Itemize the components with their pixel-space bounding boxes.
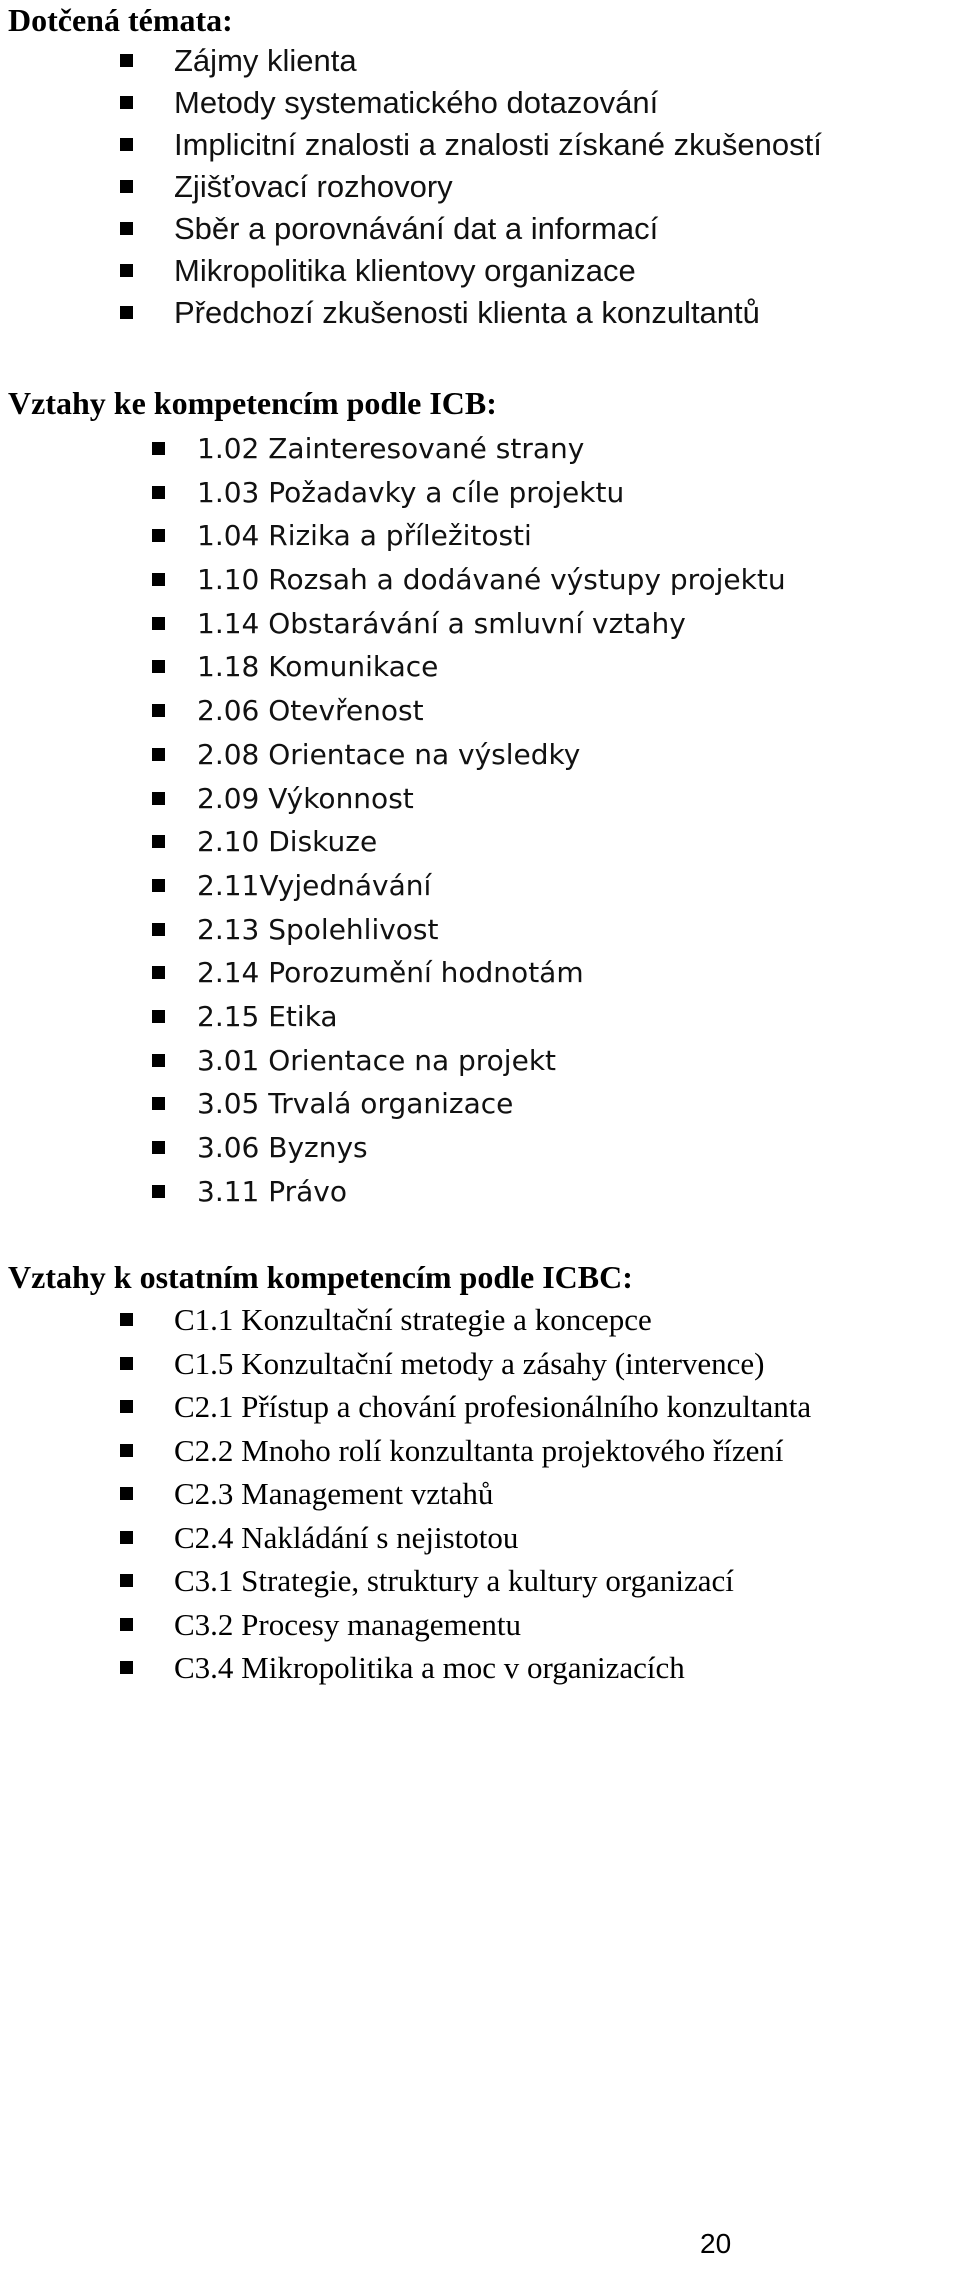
square-bullet-icon [120,1400,133,1413]
square-bullet-icon [120,54,133,67]
list-item-text: C3.2 Procesy managementu [174,1606,521,1642]
section-heading-icb: Vztahy ke kompetencím podle ICB: [8,385,497,421]
list-item-text: C2.4 Nakládání s nejistotou [174,1519,519,1555]
square-bullet-icon [152,792,165,805]
square-bullet-icon [152,748,165,761]
list-item-text: 3.01 Orientace na projekt [197,1043,557,1077]
section-heading-topics: Dotčená témata: [8,2,233,38]
square-bullet-icon [152,966,165,979]
square-bullet-icon [152,835,165,848]
list-item-text: 1.03 Požadavky a cíle projektu [197,475,625,509]
page-number: 20 [700,2228,732,2259]
square-bullet-icon [120,1661,133,1674]
list-item-text: 1.18 Komunikace [197,650,439,684]
square-bullet-icon [120,222,133,235]
square-bullet-icon [120,138,133,151]
square-bullet-icon [152,617,165,630]
list-item-text: Metody systematického dotazování [174,85,659,120]
square-bullet-icon [152,1097,165,1110]
square-bullet-icon [152,923,165,936]
list-item-text: C3.4 Mikropolitika a moc v organizacích [174,1650,685,1685]
list-item-text: 1.04 Rizika a příležitosti [197,519,532,553]
square-bullet-icon [152,1185,165,1198]
list-item-text: 2.06 Otevřenost [197,694,424,728]
list-item-text: 2.09 Výkonnost [197,781,414,815]
list-item-text: 2.10 Diskuze [197,825,378,859]
square-bullet-icon [120,1618,133,1631]
list-item-text: 2.13 Spolehlivost [197,912,439,946]
list-item-text: C2.1 Přístup a chování profesionálního konzultanta [174,1389,812,1424]
square-bullet-icon [120,306,133,319]
square-bullet-icon [152,573,165,586]
square-bullet-icon [120,1444,133,1457]
list-item-text: 3.06 Byznys [197,1131,368,1164]
list-item-text: 2.11Vyjednávání [197,868,432,902]
square-bullet-icon [152,660,165,673]
square-bullet-icon [120,1313,133,1326]
list-item-text: Předchozí zkušenosti klienta a konzultantů [174,295,760,330]
list-item-text: Implicitní znalosti a znalosti získané zkušeností [174,127,822,162]
list-item-text: Zájmy klienta [174,43,357,78]
square-bullet-icon [152,486,165,499]
list-item-text: C3.1 Strategie, struktury a kultury organizací [174,1563,734,1598]
list-item-text: 2.14 Porozumění hodnotám [197,956,584,990]
section-heading-icbc: Vztahy k ostatním kompetencím podle ICBC: [8,1259,633,1295]
list-item-text: 2.08 Orientace na výsledky [197,737,581,771]
square-bullet-icon [120,1487,133,1500]
square-bullet-icon [152,879,165,892]
square-bullet-icon [120,264,133,277]
square-bullet-icon [152,704,165,717]
list-item-text: 2.15 Etika [197,999,338,1033]
square-bullet-icon [152,529,165,542]
list-item-text: C1.1 Konzultační strategie a koncepce [174,1302,652,1337]
list-item-text: 1.10 Rozsah a dodávané výstupy projektu [197,563,786,597]
list-item-text: C1.5 Konzultační metody a zásahy (intervence) [174,1345,765,1381]
square-bullet-icon [120,180,133,193]
square-bullet-icon [120,1531,133,1544]
list-item-text: Mikropolitika klientovy organizace [174,253,636,288]
square-bullet-icon [152,1010,165,1023]
list-item-text: 1.14 Obstarávání a smluvní vztahy [197,606,686,640]
square-bullet-icon [152,1054,165,1067]
square-bullet-icon [120,96,133,109]
square-bullet-icon [120,1357,133,1370]
list-item-text: C2.3 Management vztahů [174,1476,494,1511]
list-item-text: Sběr a porovnávání dat a informací [174,211,659,246]
list-item-text: 3.05 Trvalá organizace [197,1087,514,1121]
square-bullet-icon [120,1574,133,1587]
list-item-text: 3.11 Právo [197,1174,348,1208]
list-item-text: C2.2 Mnoho rolí konzultanta projektového řízení [174,1432,784,1468]
square-bullet-icon [152,1141,165,1154]
list-item-text: Zjišťovací rozhovory [174,169,453,204]
list-item-text: 1.02 Zainteresované strany [197,432,585,465]
square-bullet-icon [152,442,165,455]
